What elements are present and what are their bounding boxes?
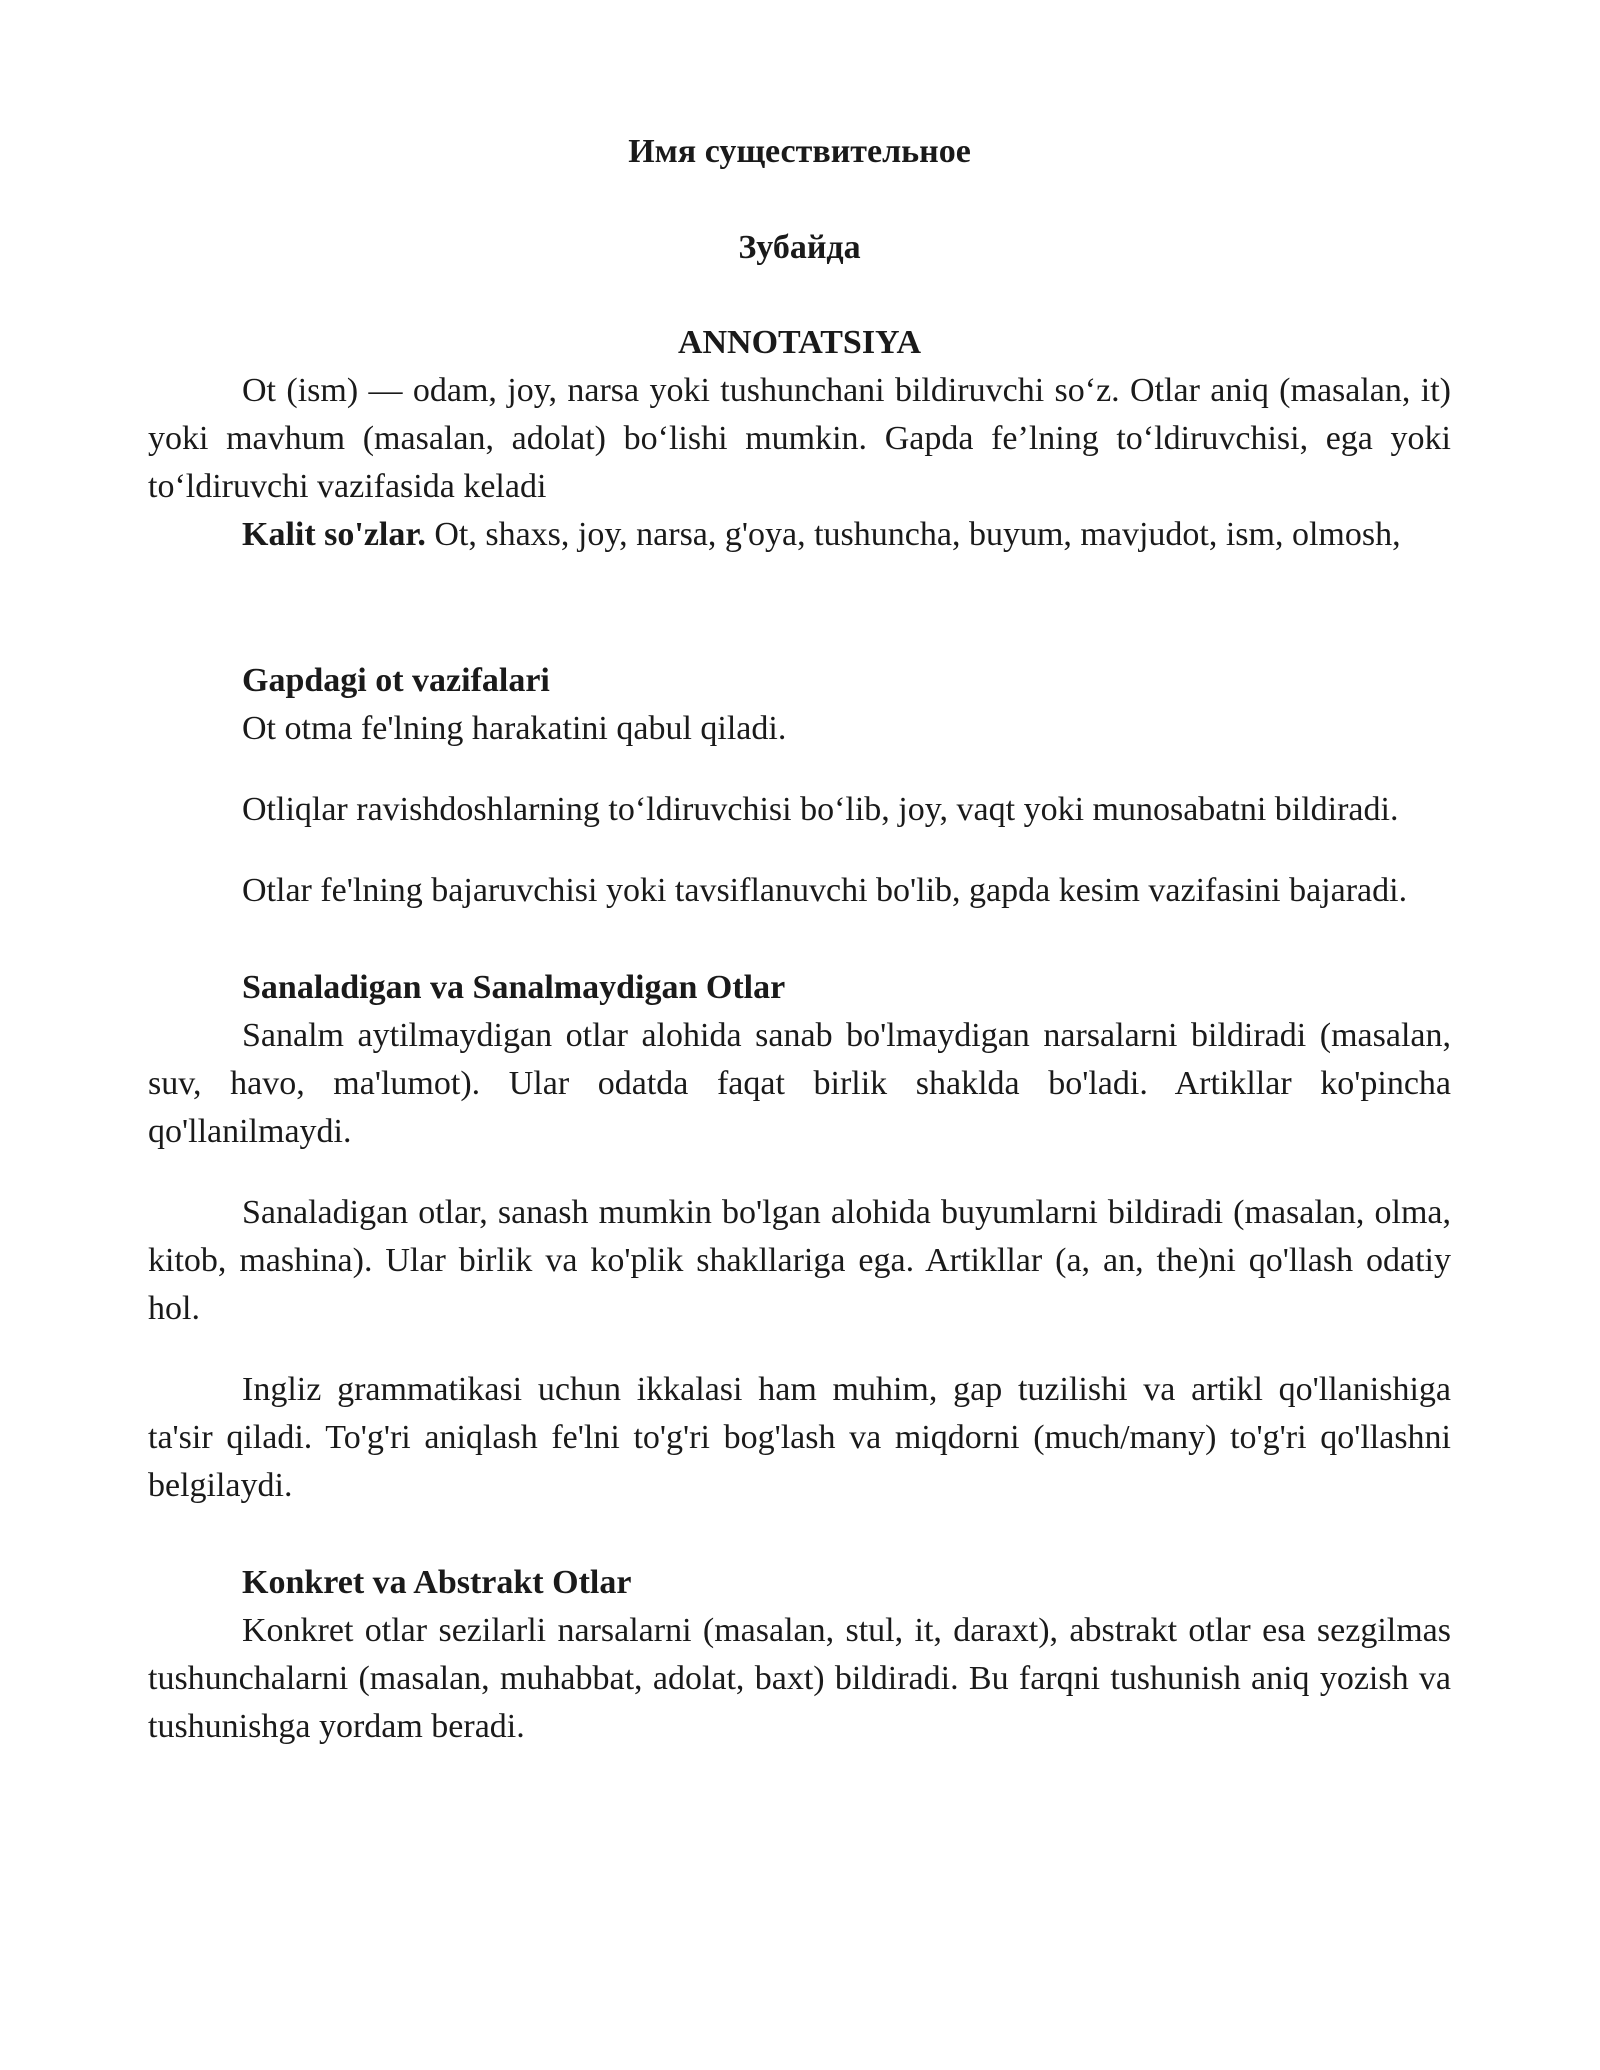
keywords-label: Kalit so'zlar.	[242, 515, 426, 553]
annotation-text: Ot (ism) — odam, joy, narsa yoki tushunchani bildiruvchi so‘z. Otlar aniq (masalan, it) yoki mavhum (masalan, adolat) bo‘lishi mumkin. Gapda fe’lning to‘ldiruvchisi, ega yoki to‘ldiruvchi vazifasida keladi	[148, 371, 1451, 505]
section-paragraph: Sanaladigan otlar, sanash mumkin bo'lgan alohida buyumlarni bildiradi (masalan, olma, kitob, mashina). Ular birlik va ko'plik shakllariga ega. Artikllar (a, an, the)ni qo'llash odatiy hol.	[148, 1193, 1451, 1327]
section-paragraph: Ingliz grammatikasi uchun ikkalasi ham muhim, gap tuzilishi va artikl qo'llanishiga ta'sir qiladi. To'g'ri aniqlash fe'lni to'g'ri bog'lash va miqdorni (much/many) to'g'ri qo'llashni belgilaydi.	[148, 1370, 1451, 1504]
document-page	[148, 128, 1451, 1751]
section-heading-concrete: Konkret va Abstrakt Otlar	[242, 1563, 632, 1601]
section-paragraph: Otliqlar ravishdoshlarning to‘ldiruvchisi bo‘lib, joy, vaqt yoki munosabatni bildiradi.	[242, 790, 1399, 828]
annotation-heading: ANNOTATSIYA	[677, 324, 922, 362]
keywords-paragraph	[148, 511, 1451, 559]
document-title: Имя существительное	[628, 133, 971, 170]
section-paragraph: Konkret otlar sezilarli narsalarni (masalan, stul, it, daraxt), abstrakt otlar esa sezgilmas tushunchalarni (masalan, muhabbat, adolat, baxt) bildiradi. Bu farqni tushunish aniq yozish va tushunishga yordam beradi.	[148, 1611, 1451, 1745]
keywords-text: Ot, shaxs, joy, narsa, g'oya, tushuncha, buyum, mavjudot, ism, olmosh,	[425, 515, 1401, 553]
section-paragraph: Sanalm aytilmaydigan otlar alohida sanab bo'lmaydigan narsalarni bildiradi (masalan, suv, havo, ma'lumot). Ular odatda faqat birlik shaklda bo'ladi. Artikllar ko'pincha qo'llanilmaydi.	[148, 1016, 1451, 1150]
section-heading-countable: Sanaladigan va Sanalmaydigan Otlar	[242, 968, 786, 1006]
section-paragraph: Ot otma fe'lning harakatini qabul qiladi.	[242, 709, 787, 747]
section-paragraph: Otlar fe'lning bajaruvchisi yoki tavsiflanuvchi bo'lib, gapda kesim vazifasini bajaradi.	[242, 871, 1408, 909]
section-heading-functions: Gapdagi ot vazifalari	[242, 661, 550, 699]
document-author: Зубайда	[738, 228, 861, 266]
